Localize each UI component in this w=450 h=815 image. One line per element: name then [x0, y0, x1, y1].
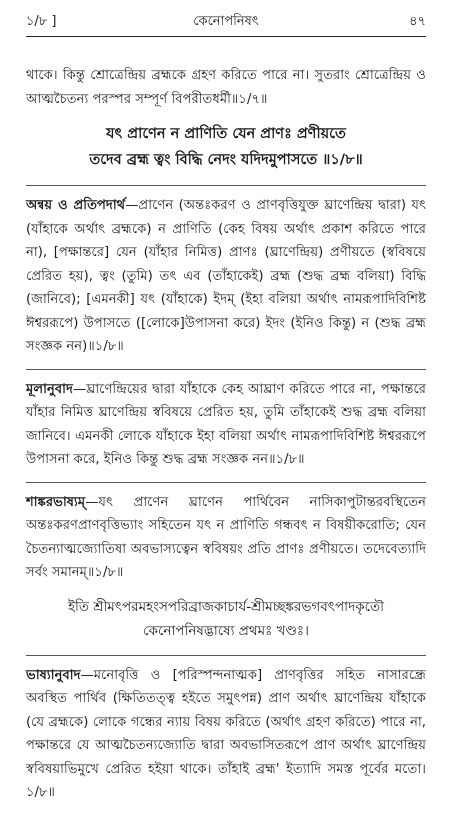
page-number: ৪৭ [409, 14, 426, 29]
header-rule [26, 36, 426, 37]
anvaya-text: —প্রাণেন (অন্তঃকরণ ও প্রাণবৃত্তিযুক্ত ঘ্রাণেন্দ্রিয় দ্বারা) যৎ (যাঁহাকে অর্থাৎ ব্রহ্মকে) ন প্রাণিতি (কেহ বিষয় অর্থাৎ প্রকাশ করিতে পারে না), [পক্ষান্তরে] যেন (যাঁহার নিমিত্ত) প্রাণঃ (ঘ্রাণেন্দ্রিয়) প্রণীয়তে (স্ববিষয়ে প্রেরিত হয়), ত্বং (তুমি) তৎ এব (তাঁহাকেই) ব্রহ্ম (শুদ্ধ ব্রহ্ম বলিয়া) বিদ্ধি (জানিবে); [এমনকী] যৎ (যাঁহাকে) ইদম্ (ইহা বলিয়া অর্থাৎ নামরূপাদিবিশিষ্ট ঈশ্বররূপে) উপাসতে ([লোকে]উপাসনা করে) ইদং (ইনিও কিন্তু) ন (শুদ্ধ ব্রহ্ম সংজ্ঞক নন)॥১/৮॥ [26, 198, 426, 354]
bhashyanuvad-paragraph [26, 664, 426, 805]
bhashyanuvad-heading: ভাষ্যানুবাদ [26, 667, 81, 683]
shankara-paragraph [26, 491, 426, 585]
shankara-heading: শাঙ্করভাষ্যম্ [26, 494, 86, 510]
verse-line-1: যৎ প্রাণেন ন প্রাণিতি যেন প্রাণঃ প্রণীয়তে [106, 126, 346, 142]
shankara-text: —যৎ প্রাণেন ঘ্রাণেন পার্থিবেন নাসিকাপুটান্তরবস্থিতেন অন্তঃকরণপ্রাণবৃত্তিভ্যাং সহিতেন যৎ ন প্রাণিতি গন্ধবৎ ন বিষয়ীকরোতি; যেন চৈতন্যাত্মজ্যোতিষা অবভাস্যত্বেন স্ববিষয়ং প্রতি প্রাণঃ প্রণীয়তে। তদেবেত্যাদি সর্বং সমানম্॥১/৮॥ [26, 494, 426, 580]
section-divider [26, 482, 426, 483]
chapter-colophon [26, 595, 426, 643]
section-divider [26, 185, 426, 186]
colophon-line-2: কেনোপনিষদ্ভাষ্যে প্রথমঃ খণ্ডঃ। [143, 622, 309, 639]
colophon-line-1: ইতি শ্রীমৎপরমহংসপরিব্রাজকাচার্য-শ্রীমচ্ছঙ্করভগবৎপাদকৃতৌ [67, 598, 385, 615]
page-body [26, 64, 426, 815]
running-title: কেনোপনিষৎ [193, 14, 259, 29]
bhashyanuvad-text: —মনোবৃত্তি ও [পরিস্পন্দনাত্মক] প্রাণবৃত্তির সহিত নাসারন্ধ্রে অবস্থিত পার্থিব (ক্ষিতিতত্ত্ব হইতে সমুৎপন্ন) প্রাণ অর্থাৎ ঘ্রাণেন্দ্রিয় যাঁহাকে (যে ব্রহ্মকে) লোকে গন্ধের ন্যায় বিষয় করিতে (অর্থাৎ গ্রহণ করিতে) পারে না, পক্ষান্তরে যে আত্মচৈতন্যজ্যোতি দ্বারা অবভাসিতরূপে প্রাণ অর্থাৎ ঘ্রাণেন্দ্রিয় স্ববিষয়াভিমুখে প্রেরিত হইয়া থাকে। তাঁহাই ব্রহ্ম' ইত্যাদি সমস্ত পূর্বের মতো।১/৮॥ [26, 667, 426, 800]
mulanuvad-paragraph [26, 378, 426, 472]
mulanuvad-text: —ঘ্রাণেন্দ্রিয়ের দ্বারা যাঁহাকে কেহ আঘ্রাণ করিতে পারে না, পক্ষান্তরে যাঁহার নিমিত্ত ঘ্রাণেন্দ্রিয় স্ববিষয়ে প্রেরিত হয়, তুমি তাঁহাকেই শুদ্ধ ব্রহ্ম বলিয়া জানিবে। এমনকী লোকে যাঁহাকে ইহা বলিয়া অর্থাৎ নামরূপাদিবিশিষ্ট ঈশ্বররূপে উপাসনা করে, ইনিও কিন্তু শুদ্ধ ব্রহ্ম সংজ্ঞক নন॥১/৮॥ [26, 381, 426, 467]
anvaya-paragraph [26, 194, 426, 359]
section-divider [26, 655, 426, 656]
page-header [26, 8, 426, 32]
verse-line-2: তদেব ব্রহ্ম ত্বং বিদ্ধি নেদং যদিদমুপাসতে ॥১/৮॥ [89, 152, 363, 168]
mulanuvad-heading: মূলানুবাদ [26, 381, 73, 397]
intro-paragraph: থাকে। কিন্তু শ্রোত্রেন্দ্রিয় ব্রহ্মকে গ্রহণ করিতে পারে না। সুতরাং শ্রোত্রেন্দ্রিয় ও আত্মচৈতন্য পরস্পর সম্পূর্ণ বিপরীতধর্মী॥১/৭॥ [26, 68, 426, 107]
sanskrit-verse [26, 121, 426, 173]
section-divider [26, 369, 426, 370]
verse-reference: ১/৮ ] [26, 14, 57, 29]
anvaya-heading: অন্বয় ও প্রতিপদার্থ [26, 198, 126, 213]
